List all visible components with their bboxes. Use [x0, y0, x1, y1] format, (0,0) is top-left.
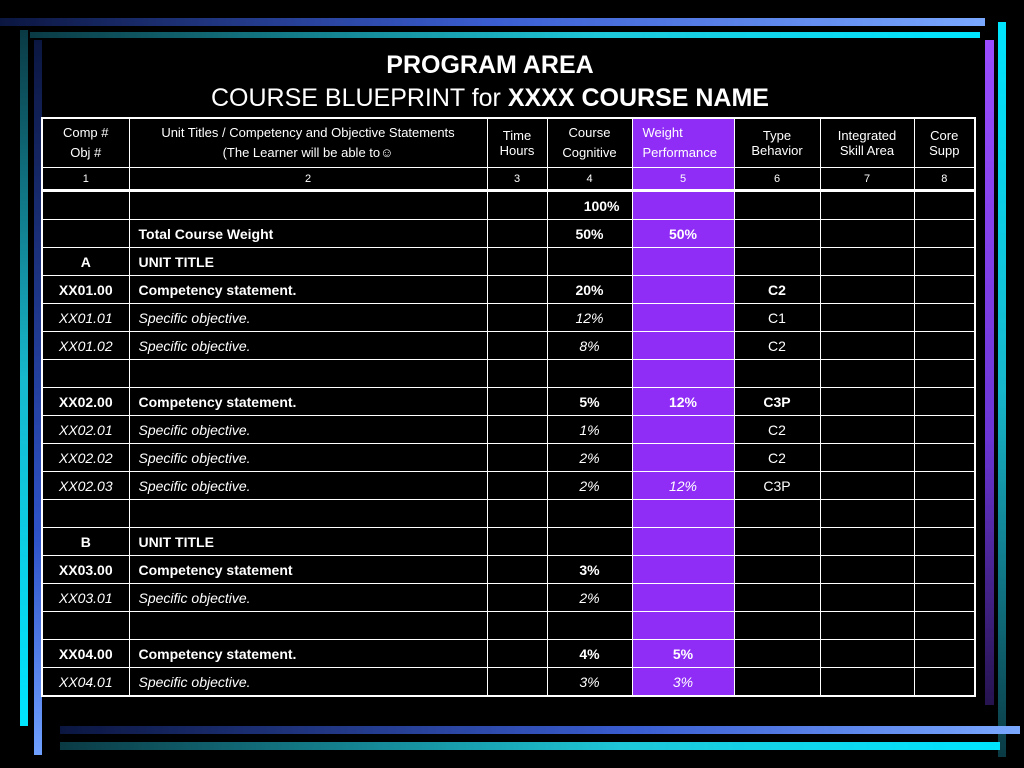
- cell-comp-obj: XX03.01: [42, 584, 129, 612]
- table-row: [42, 304, 975, 332]
- header-unit-titles: Unit Titles / Competency and Objective Statements (The Learner will be able to☺: [129, 118, 487, 168]
- cell-type-behavior: [734, 220, 820, 248]
- cell-unit-title: Competency statement.: [129, 388, 487, 416]
- frame-bar-top-cyan: [30, 32, 980, 38]
- cell-course-cognitive: 1%: [547, 416, 632, 444]
- table-row: [42, 191, 975, 220]
- cell-unit-title: Competency statement.: [129, 640, 487, 668]
- cell-unit-title: Specific objective.: [129, 416, 487, 444]
- cell-type-behavior: [734, 248, 820, 276]
- cell-unit-title: Specific objective.: [129, 472, 487, 500]
- cell-course-cognitive: [547, 528, 632, 556]
- cell-time-hours: [487, 304, 547, 332]
- table-row: [42, 248, 975, 276]
- cell-weight-performance: [632, 416, 734, 444]
- cell-weight-performance: 50%: [632, 220, 734, 248]
- cell-integrated-skill: [820, 360, 914, 388]
- cell-core-supp: [914, 360, 975, 388]
- cell-course-cognitive: [547, 612, 632, 640]
- cell-weight-performance: [632, 528, 734, 556]
- cell-unit-title: Specific objective.: [129, 584, 487, 612]
- cell-unit-title: UNIT TITLE: [129, 248, 487, 276]
- cell-comp-obj: XX02.03: [42, 472, 129, 500]
- table-row: [42, 472, 975, 500]
- cell-integrated-skill: [820, 640, 914, 668]
- cell-type-behavior: [734, 640, 820, 668]
- cell-unit-title: Specific objective.: [129, 668, 487, 697]
- cell-type-behavior: C3P: [734, 472, 820, 500]
- cell-course-cognitive: [547, 248, 632, 276]
- cell-comp-obj: XX01.00: [42, 276, 129, 304]
- cell-weight-performance: 5%: [632, 640, 734, 668]
- cell-integrated-skill: [820, 332, 914, 360]
- cell-comp-obj: A: [42, 248, 129, 276]
- cell-course-cognitive: 50%: [547, 220, 632, 248]
- cell-unit-title: Total Course Weight: [129, 220, 487, 248]
- cell-weight-performance: [632, 248, 734, 276]
- cell-comp-obj: [42, 220, 129, 248]
- cell-core-supp: [914, 640, 975, 668]
- cell-comp-obj: XX02.01: [42, 416, 129, 444]
- title-course-name: XXXX COURSE NAME: [507, 84, 769, 112]
- cell-weight-performance: [632, 360, 734, 388]
- cell-type-behavior: [734, 360, 820, 388]
- table-row: [42, 668, 975, 697]
- cell-integrated-skill: [820, 248, 914, 276]
- cell-comp-obj: XX04.01: [42, 668, 129, 697]
- header-weight-performance: Weight Performance: [632, 118, 734, 168]
- cell-integrated-skill: [820, 668, 914, 697]
- cell-core-supp: [914, 304, 975, 332]
- table-row: [42, 388, 975, 416]
- cell-core-supp: [914, 332, 975, 360]
- cell-time-hours: [487, 528, 547, 556]
- cell-comp-obj: XX01.02: [42, 332, 129, 360]
- cell-type-behavior: [734, 500, 820, 528]
- cell-comp-obj: XX03.00: [42, 556, 129, 584]
- cell-course-cognitive: 12%: [547, 304, 632, 332]
- cell-weight-performance: [632, 191, 734, 220]
- title-course-blueprint-prefix: COURSE BLUEPRINT for: [210, 84, 501, 112]
- cell-time-hours: [487, 640, 547, 668]
- cell-core-supp: [914, 444, 975, 472]
- cell-unit-title: Specific objective.: [129, 444, 487, 472]
- cell-time-hours: [487, 556, 547, 584]
- column-number-row: [42, 168, 975, 191]
- cell-time-hours: [487, 472, 547, 500]
- cell-integrated-skill: [820, 584, 914, 612]
- cell-integrated-skill: [820, 528, 914, 556]
- cell-core-supp: [914, 191, 975, 220]
- cell-integrated-skill: [820, 388, 914, 416]
- cell-type-behavior: [734, 584, 820, 612]
- cell-time-hours: [487, 584, 547, 612]
- cell-core-supp: [914, 584, 975, 612]
- cell-time-hours: [487, 612, 547, 640]
- cell-integrated-skill: [820, 444, 914, 472]
- cell-core-supp: [914, 388, 975, 416]
- cell-core-supp: [914, 248, 975, 276]
- cell-type-behavior: [734, 191, 820, 220]
- cell-unit-title: UNIT TITLE: [129, 528, 487, 556]
- cell-type-behavior: C3P: [734, 388, 820, 416]
- cell-core-supp: [914, 500, 975, 528]
- cell-weight-performance: 12%: [632, 388, 734, 416]
- cell-time-hours: [487, 444, 547, 472]
- cell-comp-obj: XX04.00: [42, 640, 129, 668]
- cell-weight-performance: 12%: [632, 472, 734, 500]
- cell-weight-performance: [632, 332, 734, 360]
- header-time-hours: Time Hours: [487, 118, 547, 168]
- cell-weight-performance: [632, 584, 734, 612]
- cell-time-hours: [487, 248, 547, 276]
- table-row: [42, 276, 975, 304]
- table-row: [42, 500, 975, 528]
- cell-type-behavior: [734, 668, 820, 697]
- cell-integrated-skill: [820, 220, 914, 248]
- cell-course-cognitive: 5%: [547, 388, 632, 416]
- frame-bar-right-purple: [985, 40, 994, 705]
- cell-time-hours: [487, 416, 547, 444]
- header-comp-obj: Comp # Obj #: [42, 118, 129, 168]
- cell-integrated-skill: [820, 191, 914, 220]
- slide-title: [0, 48, 980, 114]
- table-row: [42, 360, 975, 388]
- cell-core-supp: [914, 528, 975, 556]
- cell-unit-title: [129, 360, 487, 388]
- column-number: 1: [42, 168, 129, 191]
- blueprint-rows: [42, 191, 975, 697]
- cell-course-cognitive: 20%: [547, 276, 632, 304]
- cell-type-behavior: C1: [734, 304, 820, 332]
- cell-core-supp: [914, 556, 975, 584]
- header-integrated-skill: Integrated Skill Area: [820, 118, 914, 168]
- header-course-cognitive: Course Cognitive: [547, 118, 632, 168]
- cell-type-behavior: C2: [734, 332, 820, 360]
- blueprint-table: [41, 117, 976, 697]
- cell-course-cognitive: 2%: [547, 444, 632, 472]
- header-row: [42, 118, 975, 168]
- cell-time-hours: [487, 220, 547, 248]
- title-program-area: PROGRAM AREA: [386, 51, 594, 79]
- frame-bar-bottom-cyan: [60, 742, 1000, 750]
- cell-comp-obj: [42, 500, 129, 528]
- cell-time-hours: [487, 388, 547, 416]
- cell-core-supp: [914, 220, 975, 248]
- header-core-supp: Core Supp: [914, 118, 975, 168]
- cell-integrated-skill: [820, 276, 914, 304]
- cell-type-behavior: [734, 556, 820, 584]
- table-row: [42, 332, 975, 360]
- cell-unit-title: Specific objective.: [129, 332, 487, 360]
- cell-comp-obj: [42, 191, 129, 220]
- cell-comp-obj: B: [42, 528, 129, 556]
- cell-comp-obj: XX02.00: [42, 388, 129, 416]
- cell-comp-obj: [42, 612, 129, 640]
- cell-unit-title: [129, 191, 487, 220]
- column-number: 4: [547, 168, 632, 191]
- cell-weight-performance: 3%: [632, 668, 734, 697]
- table-row: [42, 612, 975, 640]
- cell-course-cognitive: 8%: [547, 332, 632, 360]
- table-row: [42, 584, 975, 612]
- column-number: 2: [129, 168, 487, 191]
- cell-core-supp: [914, 416, 975, 444]
- cell-core-supp: [914, 472, 975, 500]
- cell-integrated-skill: [820, 556, 914, 584]
- cell-unit-title: Competency statement: [129, 556, 487, 584]
- cell-core-supp: [914, 612, 975, 640]
- cell-course-cognitive: 100%: [547, 191, 632, 220]
- cell-type-behavior: [734, 612, 820, 640]
- column-number: 5: [632, 168, 734, 191]
- cell-integrated-skill: [820, 304, 914, 332]
- cell-course-cognitive: 2%: [547, 584, 632, 612]
- cell-course-cognitive: [547, 500, 632, 528]
- cell-course-cognitive: 3%: [547, 668, 632, 697]
- cell-core-supp: [914, 276, 975, 304]
- cell-weight-performance: [632, 304, 734, 332]
- cell-weight-performance: [632, 444, 734, 472]
- column-number: 3: [487, 168, 547, 191]
- table-row: [42, 444, 975, 472]
- column-number: 7: [820, 168, 914, 191]
- column-number: 6: [734, 168, 820, 191]
- cell-core-supp: [914, 668, 975, 697]
- cell-weight-performance: [632, 500, 734, 528]
- cell-unit-title: [129, 500, 487, 528]
- cell-integrated-skill: [820, 500, 914, 528]
- cell-type-behavior: [734, 528, 820, 556]
- cell-type-behavior: C2: [734, 416, 820, 444]
- cell-time-hours: [487, 360, 547, 388]
- cell-course-cognitive: 2%: [547, 472, 632, 500]
- cell-type-behavior: C2: [734, 444, 820, 472]
- title-course-blueprint: [0, 82, 980, 114]
- table-row: [42, 528, 975, 556]
- cell-course-cognitive: [547, 360, 632, 388]
- cell-weight-performance: [632, 276, 734, 304]
- header-type-behavior: Type Behavior: [734, 118, 820, 168]
- column-number: 8: [914, 168, 975, 191]
- cell-type-behavior: C2: [734, 276, 820, 304]
- cell-time-hours: [487, 276, 547, 304]
- table-row: [42, 556, 975, 584]
- cell-unit-title: Competency statement.: [129, 276, 487, 304]
- cell-weight-performance: [632, 556, 734, 584]
- cell-time-hours: [487, 332, 547, 360]
- cell-integrated-skill: [820, 612, 914, 640]
- cell-time-hours: [487, 668, 547, 697]
- frame-bar-left-cyan: [20, 30, 28, 726]
- cell-course-cognitive: 4%: [547, 640, 632, 668]
- cell-comp-obj: XX01.01: [42, 304, 129, 332]
- cell-unit-title: [129, 612, 487, 640]
- frame-bar-right-cyan: [998, 22, 1006, 757]
- cell-comp-obj: [42, 360, 129, 388]
- cell-integrated-skill: [820, 416, 914, 444]
- cell-weight-performance: [632, 612, 734, 640]
- cell-time-hours: [487, 500, 547, 528]
- table-row: [42, 640, 975, 668]
- frame-bar-bottom-blue: [60, 726, 1020, 734]
- table-row: [42, 416, 975, 444]
- table-row: [42, 220, 975, 248]
- cell-integrated-skill: [820, 472, 914, 500]
- cell-unit-title: Specific objective.: [129, 304, 487, 332]
- cell-comp-obj: XX02.02: [42, 444, 129, 472]
- frame-bar-top-blue: [0, 18, 985, 26]
- cell-time-hours: [487, 191, 547, 220]
- cell-course-cognitive: 3%: [547, 556, 632, 584]
